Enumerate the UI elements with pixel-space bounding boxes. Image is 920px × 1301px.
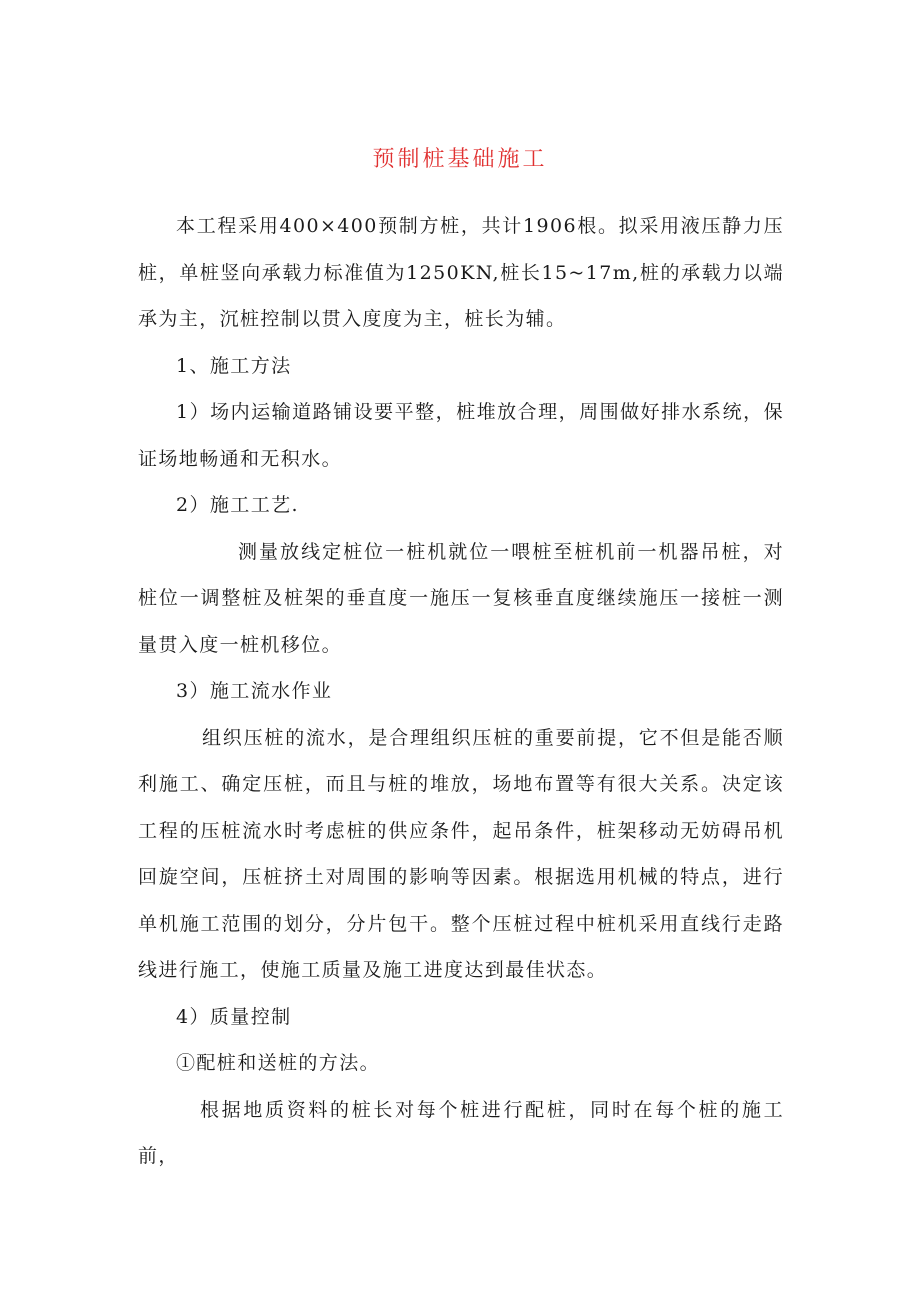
heading-flow-operation: 3）施工流水作业 — [176, 680, 333, 702]
paragraph-intro: 本工程采用400×400预制方桩，共计1906根。拟采用液压静力压桩，单桩竖向承载力标准值为1250KN,桩长15~17m,桩的承载力以端承为主，沉桩控制以贯入度度为主，桩长为辅。 — [138, 215, 784, 330]
heading-construction-process: 2）施工工艺. — [176, 494, 299, 516]
heading-construction-method: 1、施工方法 — [176, 354, 292, 377]
document-title: 预制桩基础施工 — [372, 147, 548, 172]
paragraph-site-roads: 1）场内运输道路铺设要平整，桩堆放合理，周围做好排水系统，保证场地畅通和无积水。 — [138, 401, 784, 470]
document-body — [138, 203, 784, 1180]
heading-quality-control: 4）质量控制 — [176, 1005, 292, 1028]
paragraph-pile-matching: 根据地质资料的桩长对每个桩进行配桩，同时在每个桩的施工前， — [138, 1098, 784, 1167]
subheading-pile-matching: ①配桩和送桩的方法。 — [176, 1052, 381, 1074]
paragraph-process-steps: 测量放线定桩位一桩机就位一喂桩至桩机前一机器吊桩，对桩位一调整桩及桩架的垂直度一施压一复核垂直度继续施压一接桩一测量贯入度一桩机移位。 — [138, 540, 784, 656]
paragraph-flow-details: 组织压桩的流水，是合理组织压桩的重要前提，它不但是能否顺利施工、确定压桩，而且与桩的堆放，场地布置等有很大关系。决定该工程的压桩流水时考虑桩的供应条件，起吊条件，桩架移动无妨碍吊机回旋空间，压桩挤土对周围的影响等因素。根据选用机械的特点，进行单机施工范围的划分，分片包干。整个压桩过程中桩机采用直线行走路线进行施工，使施工质量及施工进度达到最佳状态。 — [138, 726, 784, 981]
